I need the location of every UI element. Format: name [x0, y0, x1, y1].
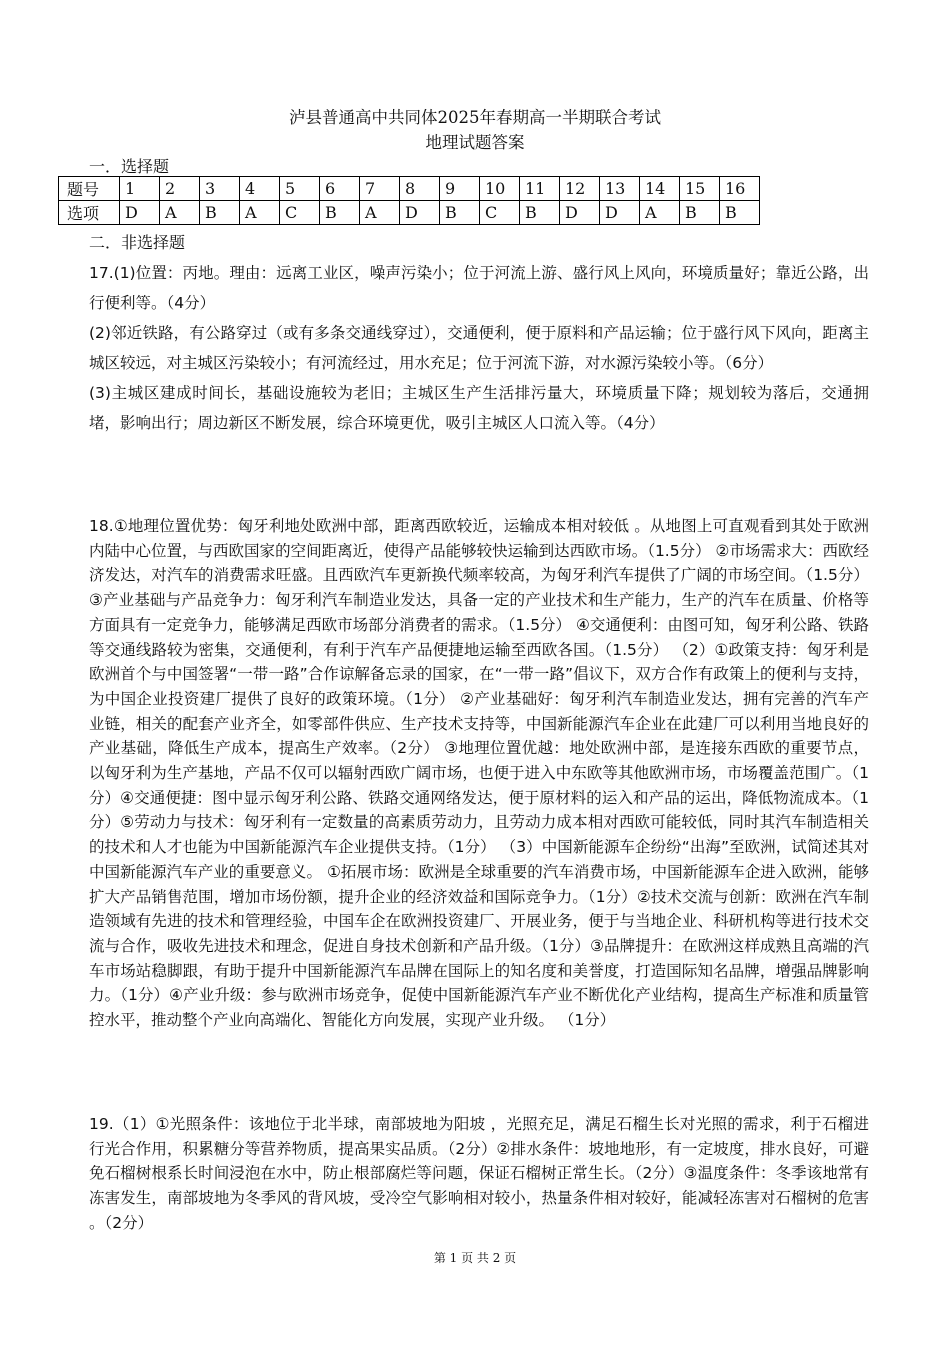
question-number: 10: [480, 177, 520, 201]
answer-cell: B: [520, 201, 560, 225]
answer-cell: C: [480, 201, 520, 225]
answer-cell: B: [320, 201, 360, 225]
page-number: 第 1 页 共 2 页: [433, 1251, 517, 1265]
row-header-answer: 选项: [59, 201, 120, 225]
exam-subtitle: 地理试题答案: [425, 133, 525, 152]
question-number: 5: [280, 177, 320, 201]
question-number: 6: [320, 177, 360, 201]
q17-part-3: (3)主城区建成时间长，基础设施较为老旧；主城区生产生活排污量大，环境质量下降；规划较为落后，交通拥堵，影响出行；周边新区不断发展，综合环境更优，吸引主城区人口流入等。（4分）: [89, 384, 869, 432]
question-number: 12: [560, 177, 600, 201]
answer-cell: B: [200, 201, 240, 225]
answer-cell: D: [560, 201, 600, 225]
question-number: 1: [120, 177, 160, 201]
exam-title: 泸县普通高中共同体2025年春期高一半期联合考试: [289, 108, 661, 127]
answer-cell: D: [120, 201, 160, 225]
question-number: 14: [640, 177, 680, 201]
question-number: 15: [680, 177, 720, 201]
question-number: 13: [600, 177, 640, 201]
answer-cell: B: [720, 201, 760, 225]
question-number: 7: [360, 177, 400, 201]
answer-cell: A: [360, 201, 400, 225]
answer-table: [58, 176, 760, 225]
question-number: 11: [520, 177, 560, 201]
section-non-choice-heading: 二．非选择题: [89, 233, 186, 252]
q17-part-2: (2)邻近铁路，有公路穿过（或有多条交通线穿过），交通便利，便于原料和产品运输；位于盛行风下风向，距离主城区较远，对主城区污染较小；有河流经过，用水充足；位于河流下游，对水源污染较小等。（6分）: [89, 324, 869, 372]
question-19-answer: [89, 1112, 869, 1236]
question-17-answer: [89, 258, 869, 438]
answer-cell: A: [240, 201, 280, 225]
question-number: 4: [240, 177, 280, 201]
question-number: 8: [400, 177, 440, 201]
question-number: 16: [720, 177, 760, 201]
question-number: 2: [160, 177, 200, 201]
answer-cell: D: [600, 201, 640, 225]
question-18-answer: [89, 514, 869, 1033]
question-number: 3: [200, 177, 240, 201]
q17-part-1: 17.(1)位置：丙地。理由：远离工业区，噪声污染小；位于河流上游、盛行风上风向，环境质量好；靠近公路，出行便利等。（4分）: [89, 264, 869, 312]
row-header-number: 题号: [59, 177, 120, 201]
answer-table-number-row: [59, 177, 760, 201]
answer-cell: B: [680, 201, 720, 225]
q19-text: 19.（1）①光照条件：该地位于北半球，南部坡地为阳坡 ，光照充足，满足石榴生长对光照的需求，利于石榴进行光合作用，积累糖分等营养物质，提高果实品质。（2分）②排水条件：坡地地形，有一定坡度，排水良好，可避免石榴树根系长时间浸泡在水中，防止根部腐烂等问题，保证石榴树正常生长。（2分）③温度条件：冬季该地常有冻害发生，南部坡地为冬季风的背风坡，受冷空气影响相对较小，热量条件相对较好，能减轻冻害对石榴树的危害 。（2分）: [89, 1115, 869, 1232]
question-number: 9: [440, 177, 480, 201]
q18-text: 18.①地理位置优势：匈牙利地处欧洲中部，距离西欧较近，运输成本相对较低 。从地图上可直观看到其处于欧洲内陆中心位置，与西欧国家的空间距离近，使得产品能够较快运输到达西欧市场。（1.5分） ②市场需求大：西欧经济发达，对汽车的消费需求旺盛。且西欧汽车更新换代频率较高，为匈牙利汽车提供了广阔的市场空间。（1.5分） ③产业基础与产品竞争力：匈牙利汽车制造业发达，具备一定的产业技术和生产能力，生产的汽车在质量、价格等方面具有一定竞争力，能够满足西欧市场部分消费者的需求。（1.5分） ④交通便利：由图可知，匈牙利公路、铁路等交通线路较为密集，交通便利，有利于汽车产品便捷地运输至西欧各国。（1.5分） （2）①政策支持：匈牙利是欧洲首个与中国签署“一带一路”合作谅解备忘录的国家，在“一带一路”倡议下，双方合作有政策上的便利与支持，为中国企业投资建厂提供了良好的政策环境。（1分） ②产业基础好：匈牙利汽车制造业发达，拥有完善的汽车产业链，相关的配套产业齐全，如零部件供应、生产技术支持等，中国新能源汽车企业在此建厂可以利用当地良好的产业基础，降低生产成本，提高生产效率。（2分） ③地理位置优越：地处欧洲中部，是连接东西欧的重要节点，以匈牙利为生产基地，产品不仅可以辐射西欧广阔市场，也便于进入中东欧等其他欧洲市场，市场覆盖范围广。（1分）④交通便捷：图中显示匈牙利公路、铁路交通网络发达，便于原材料的运入和产品的运出，降低物流成本。（1分）⑤劳动力与技术：匈牙利有一定数量的高素质劳动力，且劳动力成本相对西欧可能较低，同时其汽车制造相关的技术和人才也能为中国新能源汽车企业提供支持。（1分） （3）中国新能源车企纷纷“出海”至欧洲，试简述其对中国新能源汽车产业的重要意义。 ①拓展市场：欧洲是全球重要的汽车消费市场，中国新能源车企进入欧洲，能够扩大产品销售范围，增加市场份额，提升企业的经济效益和国际竞争力。（1分）②技术交流与创新：欧洲在汽车制造领域有先进的技术和管理经验，中国车企在欧洲投资建厂、开展业务，便于与当地企业、科研机构等进行技术交流与合作，吸收先进技术和理念，促进自身技术创新和产品升级。（1分）③品牌提升：在欧洲这样成熟且高端的汽车市场站稳脚跟，有助于提升中国新能源汽车品牌在国际上的知名度和美誉度，打造国际知名品牌，增强品牌影响力。（1分）④产业升级：参与欧洲市场竞争，促使中国新能源汽车产业不断优化产业结构，提高生产标准和质量管控水平，推动整个产业向高端化、智能化方向发展，实现产业升级。 （1分）: [89, 517, 869, 1030]
answer-table-answer-row: [59, 201, 760, 225]
answer-cell: A: [640, 201, 680, 225]
answer-cell: A: [160, 201, 200, 225]
section-multiple-choice-heading: 一．选择题: [89, 157, 170, 176]
answer-cell: C: [280, 201, 320, 225]
answer-cell: D: [400, 201, 440, 225]
answer-cell: B: [440, 201, 480, 225]
